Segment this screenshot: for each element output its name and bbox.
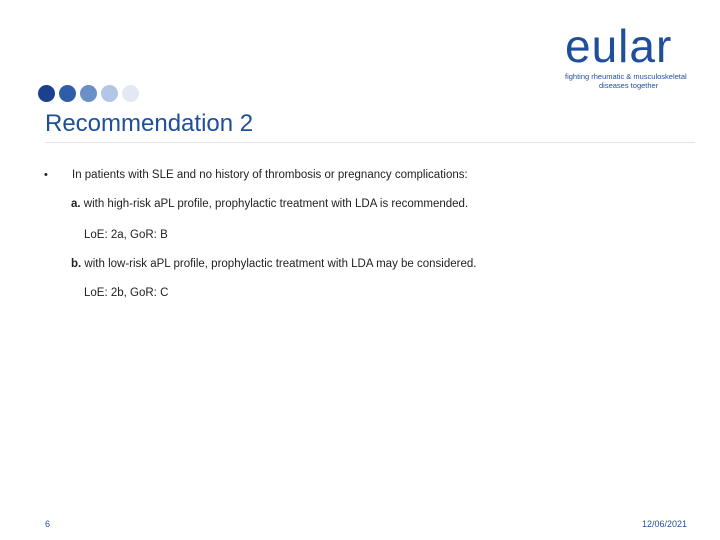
item-a [71,198,468,210]
eular-logo [565,22,695,90]
item-a-text: with high-risk aPL profile, prophylactic treatment with LDA is recommended. [80,198,469,210]
item-a-letter: a. [71,198,81,210]
title-divider [45,142,695,143]
page-number: 6 [45,519,51,529]
item-b-text: with low-risk aPL profile, prophylactic treatment with LDA may be considered. [81,258,477,270]
logo-wordmark: eular [565,20,673,72]
dot-2 [59,85,76,102]
dot-3 [80,85,97,102]
logo-tagline-line-2: diseases together [599,81,659,90]
logo-tagline-line-1: fighting rheumatic & musculoskeletal [565,72,687,81]
item-a-evidence: LoE: 2a, GoR: B [84,229,168,241]
item-b-evidence: LoE: 2b, GoR: C [84,287,169,299]
bullet-text: In patients with SLE and no history of thrombosis or pregnancy complications: [72,169,468,181]
decorative-dots [38,85,139,102]
slide-date: 12/06/2021 [641,519,687,529]
dot-1 [38,85,55,102]
item-b [71,258,476,270]
slide-title: Recommendation 2 [45,110,254,137]
dot-5 [122,85,139,102]
bullet-icon: • [44,169,48,181]
dot-4 [101,85,118,102]
logo-tagline [565,72,695,90]
item-b-letter: b. [71,258,82,270]
